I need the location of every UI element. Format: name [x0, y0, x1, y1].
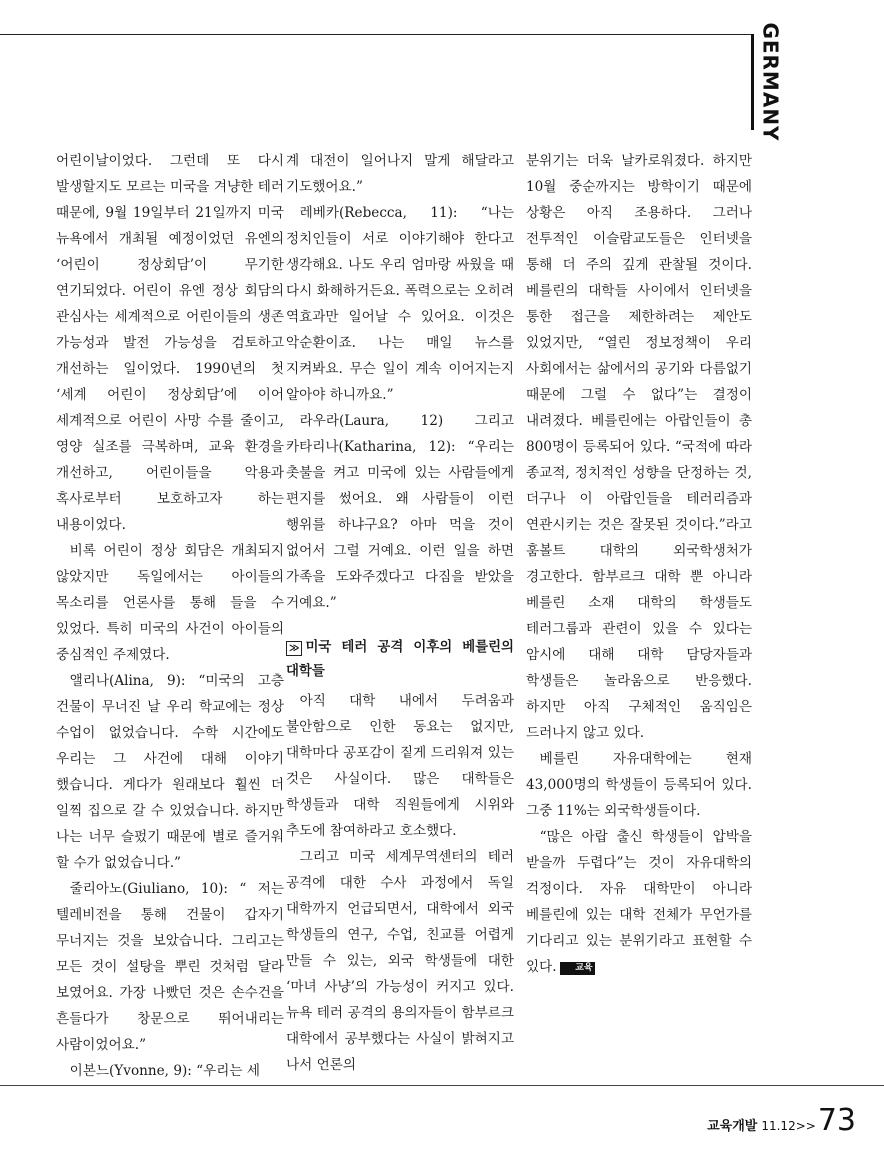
paragraph: 그리고 미국 세계무역센터의 테러 공격에 대한 수사 과정에서 독일 대학까지 언급되면서, 대학에서 외국 학생들의 연구, 수업, 친교를 어렵게 만들 수 있는, 외국 학생들에 대한 ‘마녀 사냥’의 가능성이 커지고 있다. 뉴욕 테러 공격의 용의자들이 함부르크 대학에서 공부했다는 사실이 밝혀지고 나서 언론의: [286, 849, 514, 1073]
section-tab-bar: [751, 34, 754, 130]
issue-number: 11.12: [761, 1119, 796, 1133]
text-column-3: [526, 148, 752, 980]
paragraph: 앨리나(Alina, 9): “미국의 고층 건물이 무너진 날 우리 학교에는 정상 수업이 없었습니다. 수학 시간에도 우리는 그 사건에 대해 이야기 했습니다. 게다가 원래보다 훨씬 더 일찍 집으로 갈 수 있었습니다. 하지만 나는 너무 슬펐기 때문에 별로 즐거워 할 수가 없었습니다.”: [56, 673, 284, 871]
text-column-1: [56, 148, 284, 1084]
paragraph: 분위기는 더욱 날카로워졌다. 하지만 10월 중순까지는 방학이기 때문에 상황은 아직 조용하다. 그러나 전투적인 이슬람교도들은 인터넷을 통해 더 주의 깊게 관찰될 것이다. 베를린의 대학들 사이에서 인터넷을 통한 접근을 제한하려는 제안도 있었지만, “열린 정보정책이 우리 사회에서는 삶에서의 공기와 다름없기 때문에 그럴 수 없다”는 결정이 내려졌다. 베를린에는 아랍인들이 총 800명이 등록되어 있다. “국적에 따라 종교적, 정치적인 성향을 단정하는 것, 더구나 이 아랍인들을 테러리즘과 연관시키는 것은 잘못된 것이다.”라고 훔볼트 대학의 외국학생처가 경고한다. 함부르크 대학 뿐 아니라 베를린 소재 대학의 학생들도 테러그룹과 관련이 있을 수 있다는 암시에 대해 대학 담당자들과 학생들은 놀라움으로 반응했다. 하지만 아직 구체적인 움직임은 드러나지 않고 있다.: [526, 153, 752, 741]
paragraph: 아직 대학 내에서 두려움과 불안함으로 인한 동요는 없지만, 대학마다 공포감이 짙게 드리워져 있는 것은 사실이다. 많은 대학들은 학생들과 대학 직원들에게 시위와 추도에 참여하라고 호소했다.: [286, 693, 514, 839]
paragraph: 비록 어린이 정상 회담은 개최되지 않았지만 독일에서는 아이들의 목소리를 언론사를 통해 들을 수 있었다. 특히 미국의 사건이 아이들의 중심적인 주제였다.: [56, 543, 284, 663]
paragraph: 베를린 자유대학에는 현재 43,000명의 학생들이 등록되어 있다. 그중 11%는 외국학생들이다.: [526, 751, 752, 819]
subheading-marker-icon: ≫: [286, 641, 302, 656]
paragraph-text: “많은 아랍 출신 학생들이 압박을 받을까 두렵다”는 것이 자유대학의 걱정이다. 자유 대학만이 아니라 베를린에 있는 대학 전체가 무언가를 기다리고 있는 분위기라고 표현할 수 있다.: [526, 829, 752, 975]
paragraph: 이본느(Yvonne, 9): “우리는 세: [69, 1063, 260, 1079]
paragraph: 어린이날이었다. 그런데 또 다시 발생할지도 모르는 미국을 겨냥한 테러 때문에, 9월 19일부터 21일까지 미국 뉴욕에서 개최될 예정이었던 유엔의 ‘어린이 정상회담’이 무기한 연기되었다. 어린이 유엔 정상 회담의 관심사는 세계적으로 어린이들의 생존 가능성과 발전 가능성을 검토하고 개선하는 일이었다. 1990년의 첫 ‘세계 어린이 정상회담’에 이어 세계적으로 어린이 사망 수를 줄이고, 영양 실조를 극복하며, 교육 환경을 개선하고, 어린이들을 악용과 혹사로부터 보호하고자 하는 내용이었다.: [56, 153, 284, 533]
section-tab: [756, 22, 786, 142]
subheading-text: 미국 테러 공격 이후의 베를린의 대학들: [286, 640, 514, 679]
page-footer: [707, 1103, 856, 1138]
text-column-2: [286, 148, 514, 1078]
paragraph: 줄리아노(Giuliano, 10): “ 저는 텔레비전을 통해 건물이 갑자기 무너지는 것을 보았습니다. 그리고는 모든 것이 설탕을 뿌린 것처럼 달라 보였어요. 가장 나빴던 것은 손수건을 흔들다가 창문으로 뛰어내리는 사람이었어요.”: [56, 881, 284, 1053]
section-label: GERMANY: [759, 22, 783, 142]
paragraph: 라우라(Laura, 12) 그리고 카타리나(Katharina, 12): “우리는 촛불을 켜고 미국에 있는 사람들에게 편지를 썼어요. 왜 사람들이 이런 행위를 하냐구요? 아마 먹을 것이 없어서 그럴 거예요. 이런 일을 하면 가족을 도와주겠다고 다짐을 받았을 거예요.”: [286, 413, 514, 611]
arrows-icon: >>: [795, 1119, 816, 1133]
footer-rule: [0, 1085, 884, 1086]
end-mark-icon: 교육: [560, 962, 595, 975]
section-subheading: [286, 636, 514, 684]
page-number: 73: [817, 1103, 856, 1138]
magazine-name: 교육개발: [707, 1119, 758, 1134]
paragraph: 계 대전이 일어나지 말게 해달라고 기도했어요.”: [286, 153, 514, 195]
header-rule: [0, 34, 751, 35]
paragraph: [526, 824, 752, 980]
paragraph: 레베카(Rebecca, 11): “나는 정치인들이 서로 이야기해야 한다고 생각해요. 나도 우리 엄마랑 싸웠을 때 다시 화해하거든요. 폭력으로는 오히려 역효과만 일어날 수 있어요. 이것은 악순환이죠. 나는 매일 뉴스를 지켜봐요. 무슨 일이 계속 이어지는지 알아야 하니까요.”: [286, 205, 514, 403]
